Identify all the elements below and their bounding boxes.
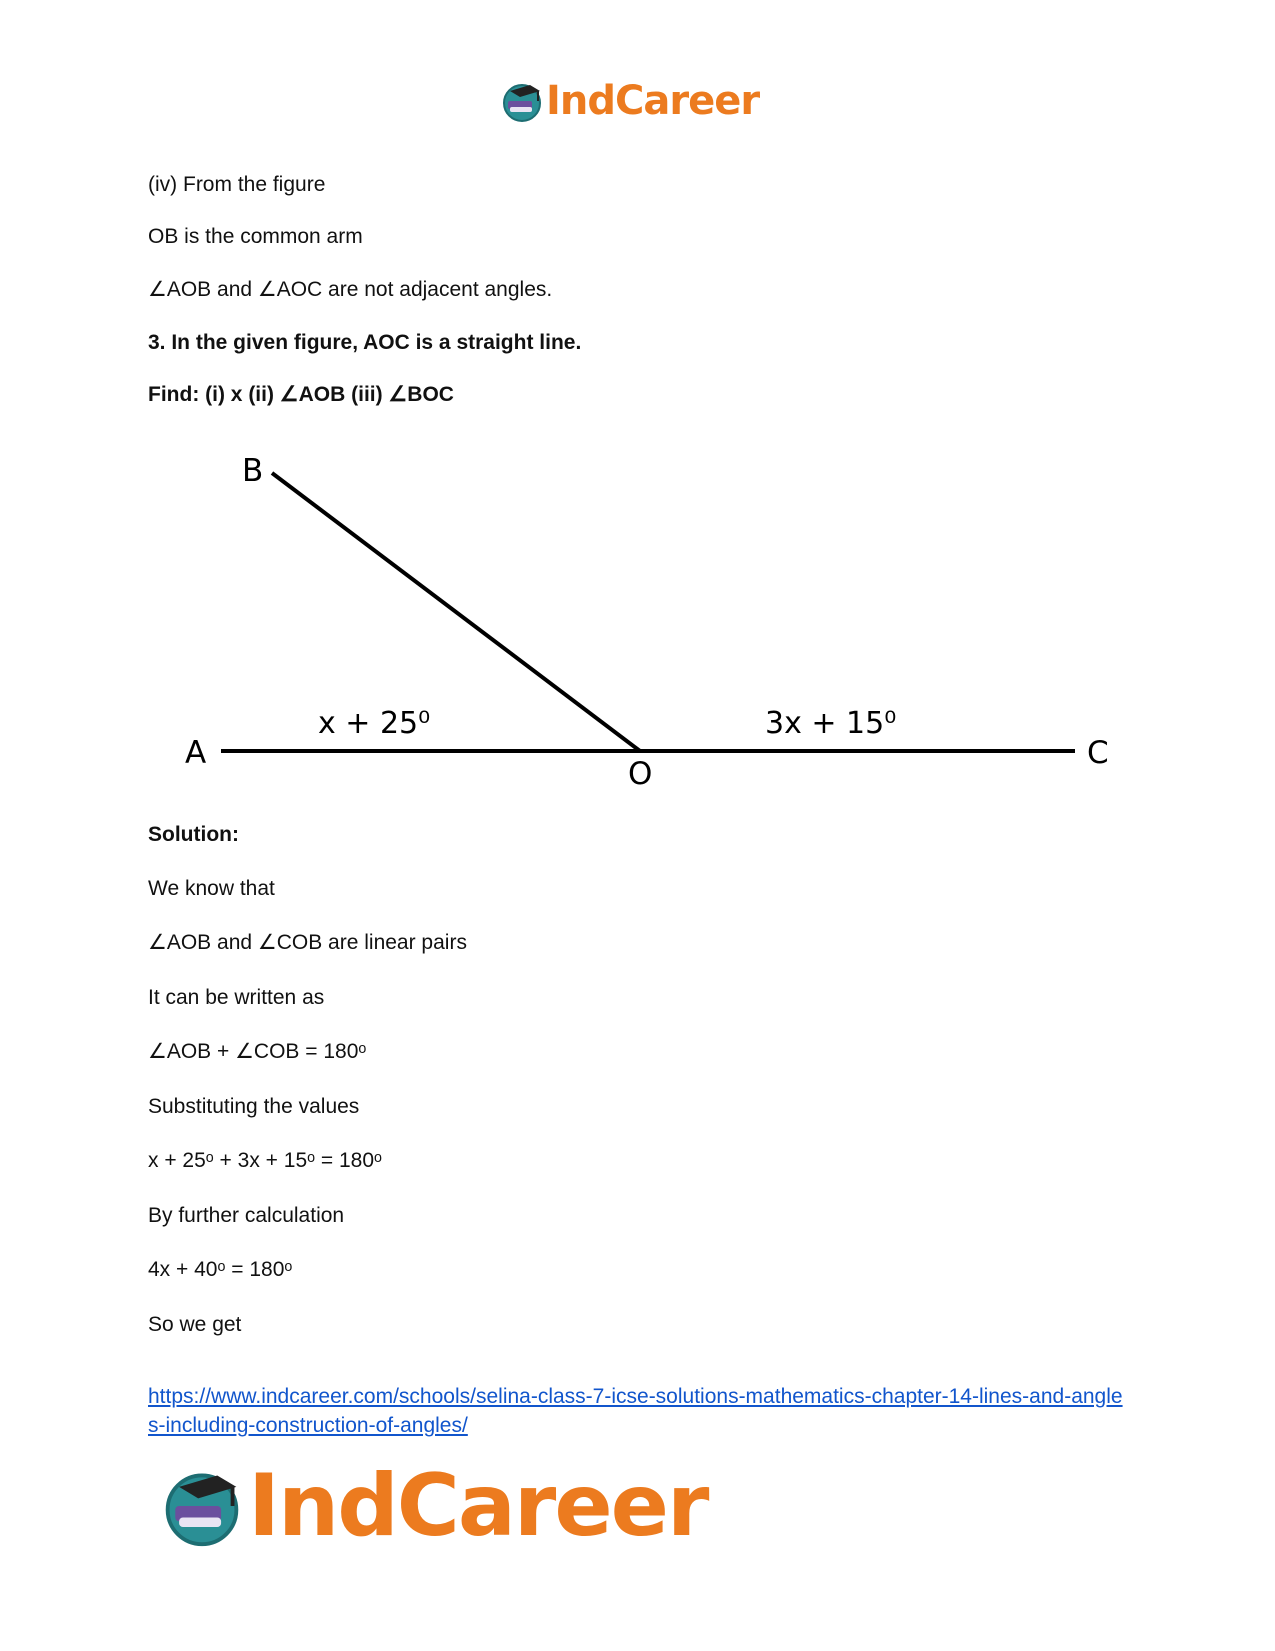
brand-name: IndCareer — [546, 78, 760, 124]
text-line: So we get — [148, 1313, 242, 1336]
angle-aob-label: x + 25⁰ — [318, 706, 431, 741]
solution-heading: Solution: — [148, 823, 239, 846]
label-o: O — [628, 756, 653, 792]
text-line: Substituting the values — [148, 1095, 360, 1118]
graduation-globe-icon — [160, 1464, 244, 1548]
text-line: By further calculation — [148, 1204, 345, 1227]
text-line: ∠AOB and ∠COB are linear pairs — [148, 931, 467, 954]
equation-line: 4x + 40ᵒ = 180ᵒ — [148, 1258, 293, 1281]
equation-line: x + 25ᵒ + 3x + 15ᵒ = 180ᵒ — [148, 1149, 382, 1172]
brand-name: IndCareer — [248, 1456, 708, 1556]
label-c: C — [1087, 735, 1109, 771]
text-line: ∠AOB and ∠AOC are not adjacent angles. — [148, 278, 553, 301]
source-link[interactable]: https://www.indcareer.com/schools/selina-class-7-icse-solutions-mathematics-chapter-14-lines-and-angles-including-construction-of-angles/ — [148, 1385, 1123, 1437]
text-line: It can be written as — [148, 986, 325, 1009]
text-line: OB is the common arm — [148, 225, 363, 248]
footer-logo — [160, 1456, 707, 1556]
text-line: We know that — [148, 877, 275, 900]
label-a: A — [185, 735, 207, 771]
equation-line: ∠AOB + ∠COB = 180ᵒ — [148, 1040, 367, 1063]
angle-boc-label: 3x + 15⁰ — [765, 706, 897, 741]
question-find: Find: (i) x (ii) ∠AOB (iii) ∠BOC — [148, 383, 454, 406]
label-b: B — [242, 453, 264, 489]
angle-figure — [0, 0, 1275, 800]
text-line: (iv) From the figure — [148, 173, 326, 196]
question-heading: 3. In the given figure, AOC is a straight line. — [148, 331, 582, 354]
